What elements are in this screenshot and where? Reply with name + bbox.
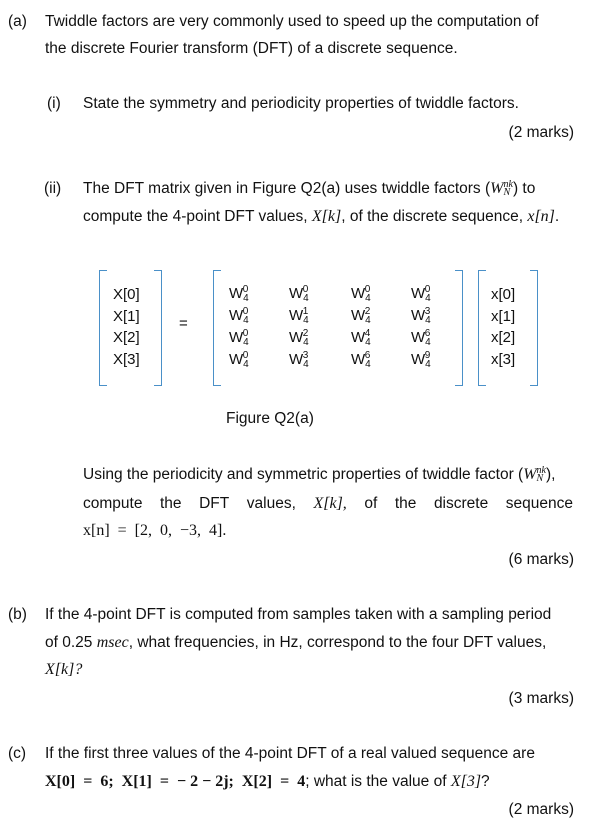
question-b-line1: If the 4-point DFT is computed from samples taken with a sampling period (45, 606, 552, 623)
twiddle-cell: $W_4^0$ (289, 284, 309, 304)
question-b-label: (b) (8, 606, 27, 623)
part-ii-label: (ii) (44, 180, 62, 197)
part-ii-question-line2: compute the DFT values, X[k], of the discrete sequence (83, 495, 573, 512)
part-ii-line1: The DFT matrix given in Figure Q2(a) uses twiddle factors (W nk N ) to (83, 179, 536, 199)
twiddle-cell: $W_4^4$ (351, 328, 371, 348)
twiddle-cell: $W_4^3$ (289, 350, 309, 370)
question-c-line1: If the first three values of the 4-point DFT of a real valued sequence are (45, 745, 535, 762)
twiddle-cell: $W_4^0$ (229, 328, 249, 348)
rhs-bracket-left (478, 270, 486, 386)
question-a-label: (a) (8, 13, 27, 30)
part-i-marks: (2 marks) (508, 124, 574, 141)
sequence-definition: x[n] = [2, 0, −3, 4]. (83, 522, 227, 539)
question-c-label: (c) (8, 745, 27, 762)
twiddle-cell: $W_4^0$ (351, 284, 371, 304)
matrix-bracket-left (213, 270, 221, 386)
twiddle-cell: $W_4^0$ (229, 350, 249, 370)
twiddle-cell: $W_4^0$ (411, 284, 431, 304)
rhs-vector: x[0] x[1] x[2] x[3] (491, 286, 516, 368)
question-a-line1: Twiddle factors are very commonly used to speed up the computation of (45, 13, 539, 30)
question-b-line2: of 0.25 msec, what frequencies, in Hz, correspond to the four DFT values, (45, 634, 547, 651)
twiddle-cell: $W_4^2$ (351, 306, 371, 326)
twiddle-cell: $W_4^9$ (411, 350, 431, 370)
question-c-line2: X[0] = 6; X[1] = − 2 − 2j; X[2] = 4; what is the value of X[3]? (45, 773, 490, 790)
part-ii-line2: compute the 4-point DFT values, X[k], of the discrete sequence, x[n]. (83, 208, 560, 225)
figure-caption: Figure Q2(a) (226, 410, 314, 427)
twiddle-cell: $W_4^0$ (229, 284, 249, 304)
twiddle-cell: $W_4^3$ (411, 306, 431, 326)
rhs-bracket-right (530, 270, 538, 386)
part-ii-marks: (6 marks) (508, 551, 574, 568)
lhs-vector: X[0] X[1] X[2] X[3] (113, 286, 140, 368)
part-i-label: (i) (47, 95, 61, 112)
part-ii-question-line1: Using the periodicity and symmetric properties of twiddle factor (W nk N ), (83, 465, 556, 485)
twiddle-cell: $W_4^6$ (411, 328, 431, 348)
question-b-marks: (3 marks) (508, 690, 574, 707)
lhs-bracket-right (154, 270, 162, 386)
twiddle-cell: $W_4^6$ (351, 350, 371, 370)
twiddle-cell: $W_4^0$ (229, 306, 249, 326)
matrix-bracket-right (455, 270, 463, 386)
question-a-line2: the discrete Fourier transform (DFT) of a discrete sequence. (45, 40, 458, 57)
twiddle-cell: $W_4^1$ (289, 306, 309, 326)
twiddle-symbol-2: W nk N (523, 465, 546, 485)
equals-sign: = (179, 315, 188, 332)
twiddle-cell: $W_4^2$ (289, 328, 309, 348)
question-b-line3: X[k]? (45, 661, 83, 678)
question-c-marks: (2 marks) (508, 801, 574, 818)
part-i-text: State the symmetry and periodicity properties of twiddle factors. (83, 95, 519, 112)
lhs-bracket-left (99, 270, 107, 386)
twiddle-symbol: W nk N (490, 179, 513, 199)
